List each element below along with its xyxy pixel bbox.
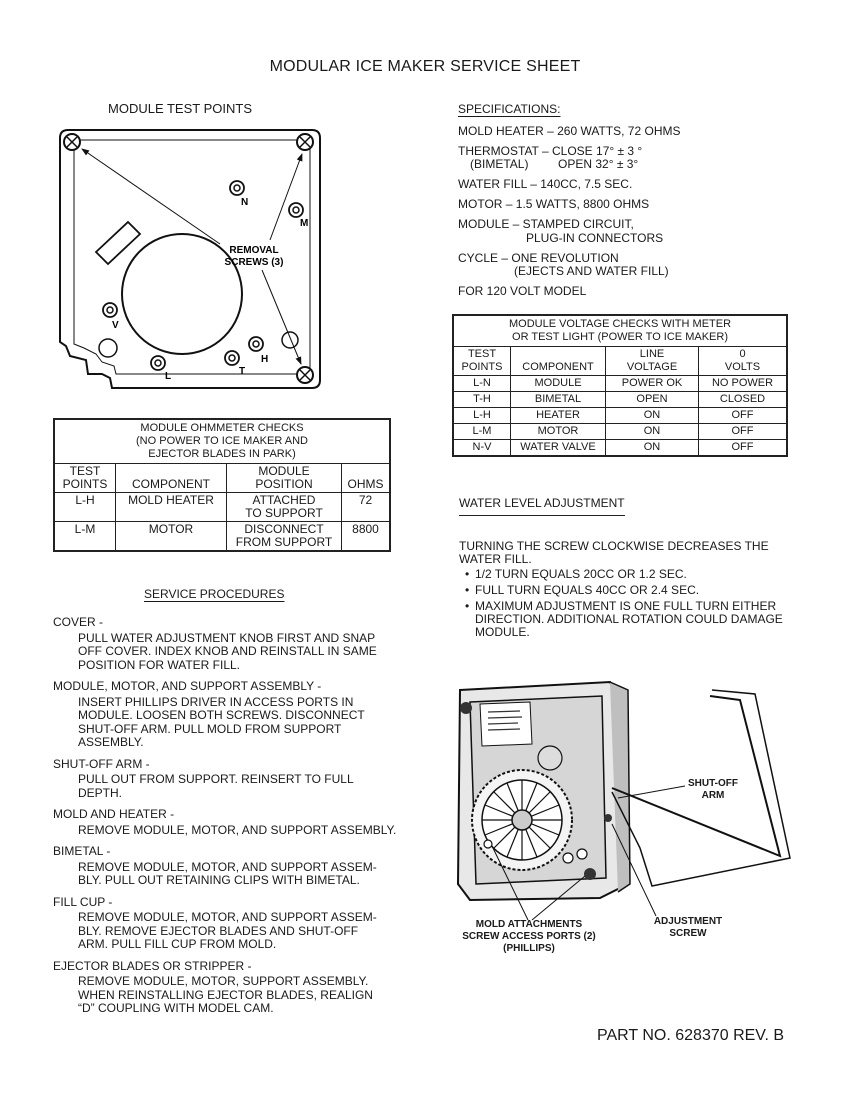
spec-water-fill: WATER FILL – 140CC, 7.5 SEC. [458, 177, 633, 191]
ohmmeter-checks-table [53, 418, 391, 552]
column-header: 0 VOLTS [699, 347, 788, 376]
water-level-text [459, 540, 809, 639]
test-point-label-h: H [261, 354, 269, 365]
table-row: L-M MOTOR DISCONNECT FROM SUPPORT 8800 [54, 522, 390, 552]
module-test-points-heading: MODULE TEST POINTS [108, 101, 252, 116]
procedure-bimetal: BIMETAL - REMOVE MODULE, MOTOR, AND SUPPORT ASSEM- BLY. PULL OUT RETAINING CLIPS WITH BIMETAL. [53, 844, 377, 887]
list-item: • 1/2 TURN EQUALS 20CC OR 1.2 SEC. [459, 568, 809, 581]
table-row: L-M MOTOR ON OFF [453, 424, 787, 440]
test-point-label-l: L [165, 371, 172, 382]
spec-cycle-line2: (EJECTS AND WATER FILL) [514, 264, 669, 278]
removal-screw [297, 134, 313, 150]
table-row: L-H HEATER ON OFF [453, 408, 787, 424]
spec-cycle-line1: CYCLE – ONE REVOLUTION [458, 251, 619, 265]
test-point-label-v: V [112, 320, 119, 331]
mold-attachments-label: MOLD ATTACHMENTS SCREW ACCESS PORTS (2) (PHILLIPS) [462, 919, 596, 954]
test-point-m [289, 203, 303, 217]
column-header: MODULE POSITION [227, 464, 342, 493]
spec-thermostat-line1: THERMOSTAT – CLOSE 17° ± 3 ° [458, 144, 643, 158]
spec-mold-heater: MOLD HEATER – 260 WATTS, 72 OHMS [458, 124, 681, 138]
water-level-heading: WATER LEVEL ADJUSTMENT [459, 496, 625, 516]
test-point-v [103, 303, 117, 317]
service-procedures-list [53, 616, 423, 1016]
procedure-fill-cup: FILL CUP - REMOVE MODULE, MOTOR, AND SUPPORT ASSEM- BLY. REMOVE EJECTOR BLADES AND SHUT-OFF ARM. PULL FILL CUP FROM MOLD. [53, 894, 377, 951]
arrow-to-screw [262, 270, 301, 364]
column-header: COMPONENT [511, 347, 606, 376]
arrow-to-screw [82, 149, 220, 244]
procedure-mold-heater: MOLD AND HEATER - REMOVE MODULE, MOTOR, AND SUPPORT ASSEMBLY. [53, 807, 397, 837]
procedure-ejector-blades: EJECTOR BLADES OR STRIPPER - REMOVE MODULE, MOTOR, SUPPORT ASSEMBLY. WHEN REINSTALLING EJECTOR BLADES, REALIGN “D” COUPLING WITH MODEL CAM. [53, 958, 373, 1015]
ohmmeter-caption: MODULE OHMMETER CHECKS (NO POWER TO ICE MAKER AND EJECTOR BLADES IN PARK) [54, 419, 390, 464]
column-header: TEST POINTS [453, 347, 511, 376]
list-item: • FULL TURN EQUALS 40CC OR 2.4 SEC. [459, 584, 809, 597]
test-point-l [151, 356, 165, 370]
test-point-n [230, 181, 244, 195]
adjustment-screw-label: ADJUSTMENT SCREW [653, 916, 723, 939]
arrow-to-screw [270, 154, 302, 240]
table-row: N-V WATER VALVE ON OFF [453, 440, 787, 457]
spec-volt-model: FOR 120 VOLT MODEL [458, 284, 587, 298]
test-point-label-t: T [239, 366, 246, 377]
service-procedures-heading: SERVICE PROCEDURES [144, 587, 285, 601]
removal-screws-label-line1: REMOVAL [229, 245, 279, 256]
removal-screws-label-line2: SCREWS (3) [224, 257, 284, 268]
test-point-label-m: M [300, 218, 309, 229]
page-title: MODULAR ICE MAKER SERVICE SHEET [269, 58, 581, 75]
column-header: OHMS [342, 464, 391, 493]
spec-module-line2: PLUG-IN CONNECTORS [526, 231, 664, 245]
spec-motor: MOTOR – 1.5 WATTS, 8800 OHMS [458, 197, 650, 211]
table-row: L-N MODULE POWER OK NO POWER [453, 376, 787, 392]
shutoff-arm-label: SHUT-OFF ARM [688, 778, 738, 801]
table-row: T-H BIMETAL OPEN CLOSED [453, 392, 787, 408]
procedure-module-assembly: MODULE, MOTOR, AND SUPPORT ASSEMBLY - INSERT PHILLIPS DRIVER IN ACCESS PORTS IN MODULE. LOOSEN BOTH SCREWS. DISCONNECT SHUT-OFF ARM. PULL MOLD FROM SUPPORT ASSEMBLY. [53, 679, 365, 749]
test-point-t [225, 351, 239, 365]
procedure-shutoff-arm: SHUT-OFF ARM - PULL OUT FROM SUPPORT. REINSERT TO FULL DEPTH. [53, 756, 354, 800]
water-level-intro: TURNING THE SCREW CLOCKWISE DECREASES THE WATER FILL. [459, 539, 769, 566]
voltage-checks-table [452, 314, 788, 457]
part-number: PART NO. 628370 REV. B [597, 1027, 785, 1044]
table-row: L-H MOLD HEATER ATTACHED TO SUPPORT 72 [54, 493, 390, 522]
module-test-points-diagram [50, 122, 340, 402]
column-header: TEST POINTS [54, 464, 116, 493]
voltage-caption: MODULE VOLTAGE CHECKS WITH METER OR TEST LIGHT (POWER TO ICE MAKER) [453, 315, 787, 347]
test-point-label-n: N [241, 197, 249, 208]
list-item: • MAXIMUM ADJUSTMENT IS ONE FULL TURN EITHER DIRECTION. ADDITIONAL ROTATION COULD DAMAGE MODULE. [459, 600, 809, 639]
spec-thermostat-bimetal: (BIMETAL) [470, 157, 529, 171]
spec-thermostat-open: OPEN 32° ± 3° [558, 157, 639, 171]
column-header: COMPONENT [116, 464, 227, 493]
test-point-h [249, 337, 263, 351]
ice-maker-illustration [440, 678, 810, 958]
column-header: LINE VOLTAGE [606, 347, 699, 376]
spec-module-line1: MODULE – STAMPED CIRCUIT, [458, 217, 634, 231]
specifications-heading: SPECIFICATIONS: [458, 102, 561, 116]
removal-screw [64, 134, 80, 150]
removal-screw [297, 367, 313, 383]
procedure-cover: COVER - PULL WATER ADJUSTMENT KNOB FIRST AND SNAP OFF COVER. INDEX KNOB AND REINSTALL IN SAME POSITION FOR WATER FILL. [53, 615, 377, 672]
